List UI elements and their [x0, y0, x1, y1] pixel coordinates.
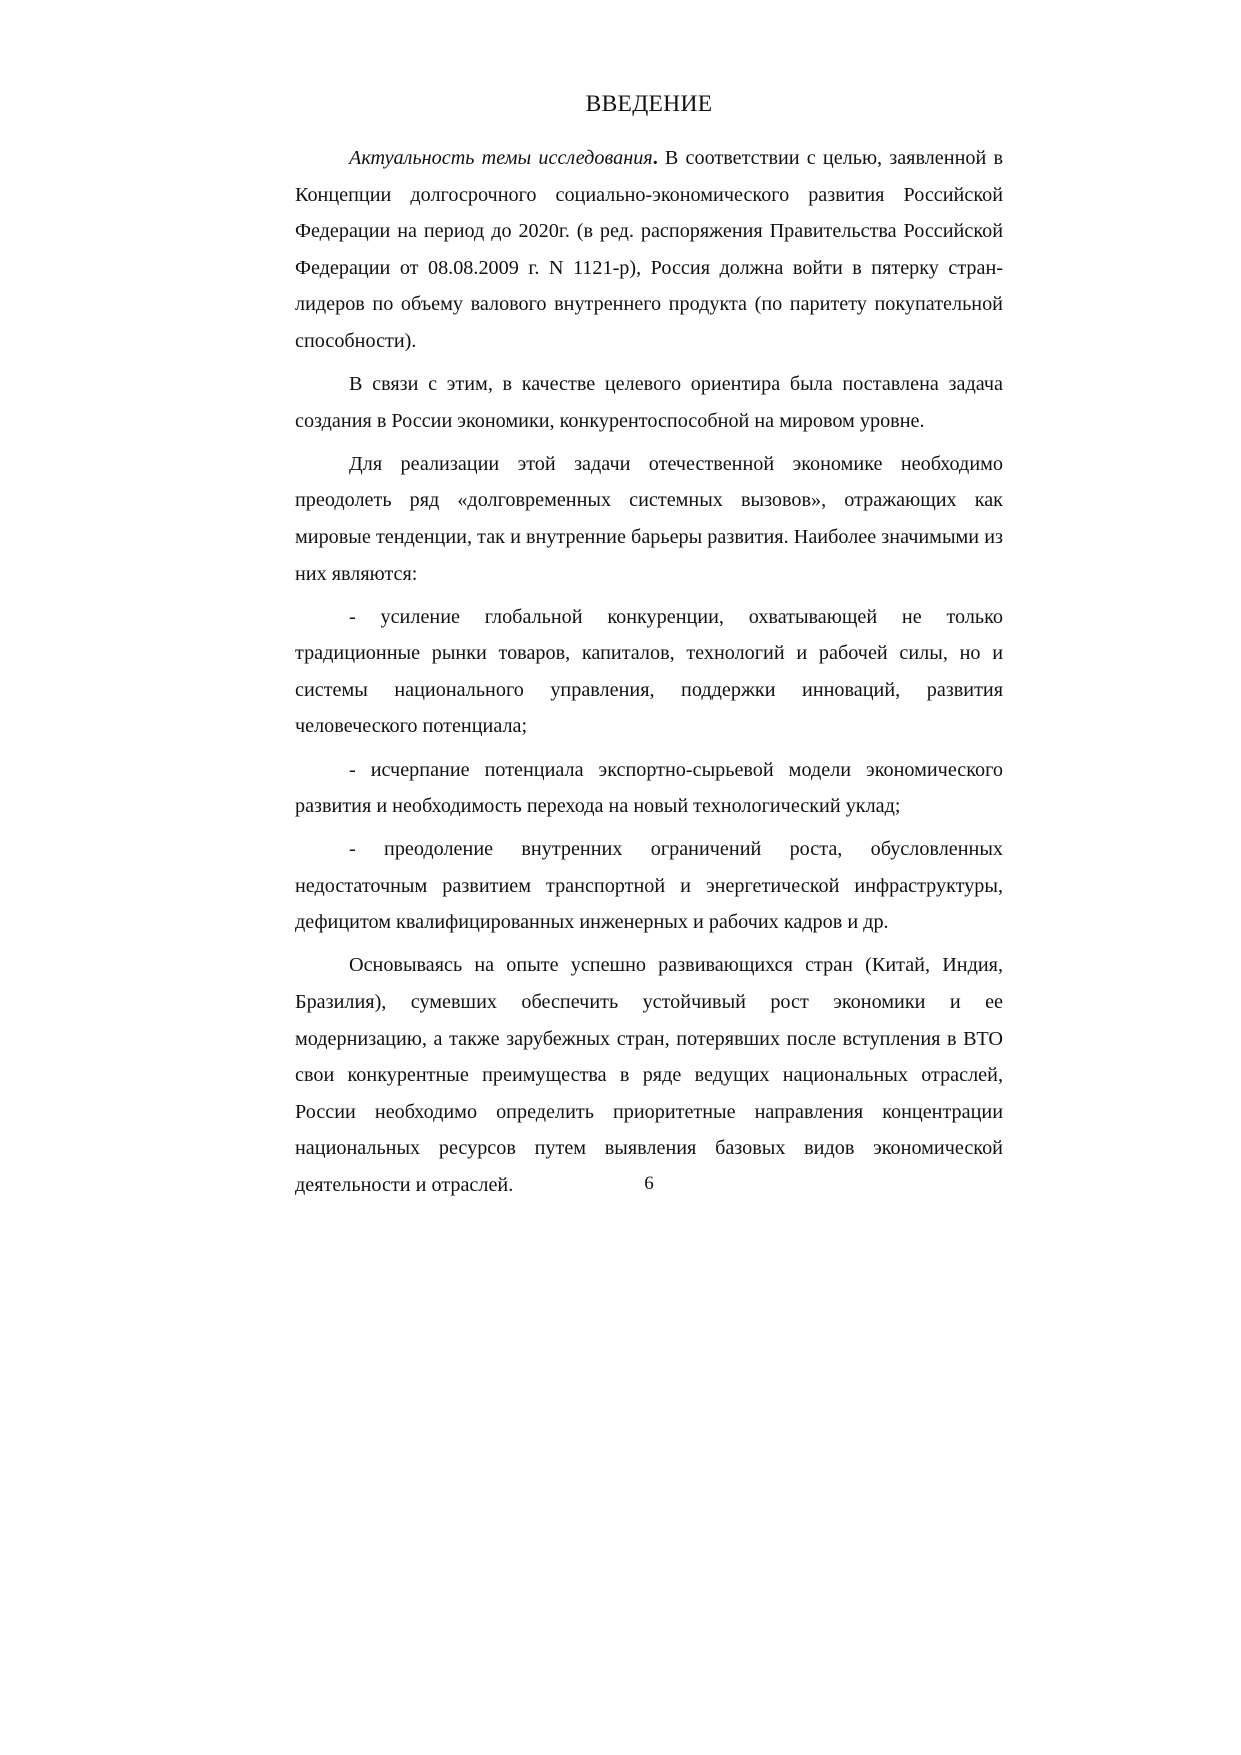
page-number: 6 — [644, 1173, 654, 1194]
list-item: - усиление глобальной конкуренции, охватывающей не только традиционные рынки товаров, капиталов, технологий и рабочей силы, но и системы национального управления, поддержки инноваций, развития человеческого потенциала; — [295, 605, 1003, 738]
page-title: ВВЕДЕНИЕ — [585, 91, 713, 117]
paragraph: Для реализации этой задачи отечественной экономике необходимо преодолеть ряд «долговременных системных вызовов», отражающих как мировые тенденции, так и внутренние барьеры развития. Наиболее значимыми из них являются: — [295, 452, 1003, 585]
intro-text: В соответствии с целью, заявленной в Концепции долгосрочного социально-экономического развития Российской Федерации на период до 2020г. (в ред. распоряжения Правительства Российской Федерации от 08.08.2009 г. N 1121-р), Россия должна войти в пятерку стран-лидеров по объему валового внутреннего продукта (по паритету покупательной способности). — [295, 147, 1003, 352]
document-page — [295, 0, 1003, 1210]
lead-phrase: Актуальность темы исследования — [349, 147, 653, 169]
list-item: - преодоление внутренних ограничений роста, обусловленных недостаточным развитием транспортной и энергетической инфраструктуры, дефицитом квалифицированных инженерных и рабочих кадров и др. — [295, 838, 1003, 934]
intro-paragraph — [295, 140, 1003, 360]
paragraph: Основываясь на опыте успешно развивающихся стран (Китай, Индия, Бразилия), сумевших обеспечить устойчивый рост экономики и ее модернизацию, а также зарубежных стран, потерявших после вступления в ВТО свои конкурентные преимущества в ряде ведущих национальных отраслей, России необходимо определить приоритетные направления концентрации национальных ресурсов путем выявления базовых видов экономической деятельности и отраслей. — [295, 954, 1003, 1197]
lead-period: . — [652, 147, 658, 169]
paragraph: В связи с этим, в качестве целевого ориентира была поставлена задача создания в России экономики, конкурентоспособной на мировом уровне. — [295, 373, 1003, 432]
body-text — [295, 140, 1003, 1204]
list-item: - исчерпание потенциала экспортно-сырьевой модели экономического развития и необходимость перехода на новый технологический уклад; — [295, 758, 1003, 818]
